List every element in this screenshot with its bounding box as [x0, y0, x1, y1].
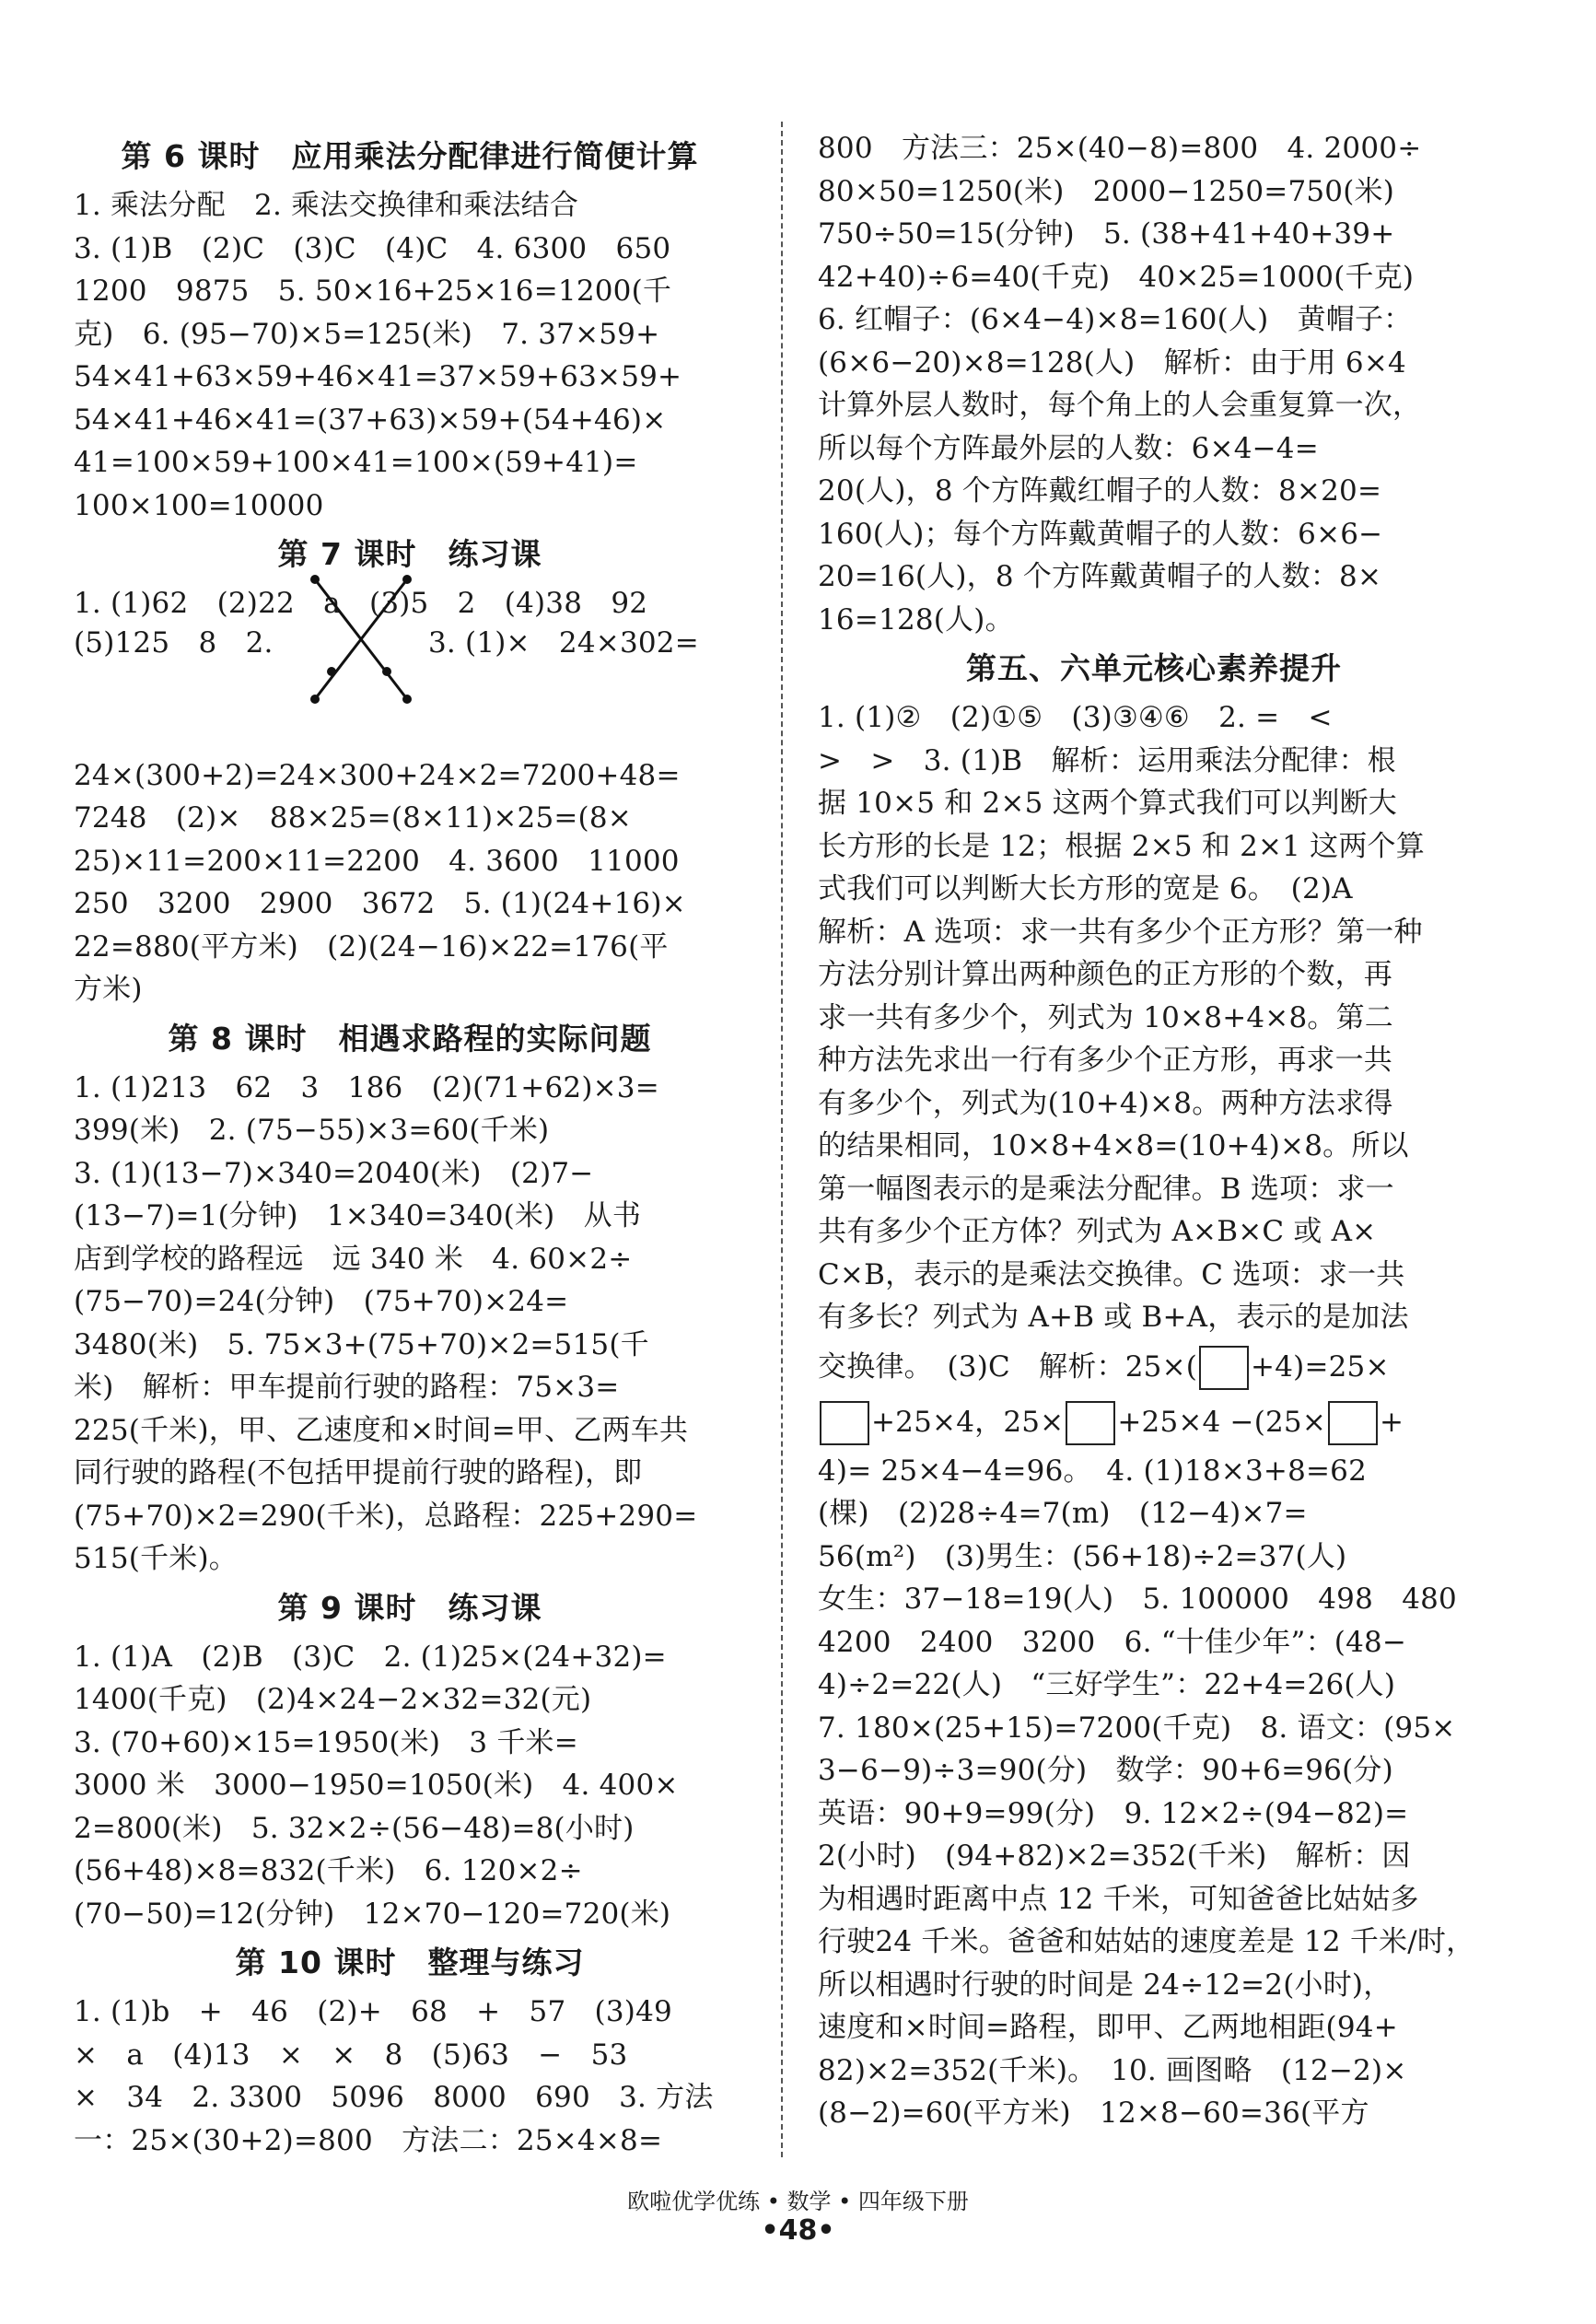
- answer-line: 方米): [74, 973, 143, 1006]
- answer-line: 女生：37−18=19(人) 5. 100000 498 480: [818, 1582, 1457, 1616]
- answer-line: 7. 180×(25+15)=7200(千克) 8. 语文：(95×: [818, 1711, 1456, 1745]
- blank-box: [1199, 1346, 1249, 1390]
- answer-line: 所以相遇时行驶的时间是 24÷12=2(小时)，: [818, 1968, 1392, 2002]
- answer-line: 4)÷2=22(人) “三好学生”：22+4=26(人): [818, 1668, 1396, 1701]
- answer-line: (8−2)=60(平方米) 12×8−60=36(平方: [818, 2096, 1369, 2130]
- answer-line: 3. (1)(13−7)×340=2040(米) (2)7−: [74, 1156, 594, 1190]
- answer-line: 米) 解析：甲车提前行驶的路程：75×3=: [74, 1371, 620, 1404]
- matching-row: [74, 625, 746, 754]
- answer-line: (75+70)×2=290(千米)，总路程：225+290=: [74, 1499, 698, 1533]
- box-line-1-text-a: 交换律。 (3)C 解析：25×(: [818, 1349, 1198, 1384]
- answer-line: 有多长？列式为 A+B 或 B+A，表示的是加法: [818, 1301, 1409, 1334]
- section-title-lesson-8: 第 8 课时 相遇求路程的实际问题: [168, 1020, 652, 1057]
- answer-line: 1. 乘法分配 2. 乘法交换律和乘法结合: [74, 189, 579, 222]
- answer-line: 店到学校的路程远 远 340 米 4. 60×2÷: [74, 1242, 633, 1276]
- answer-line: 1. (1)213 62 3 186 (2)(71+62)×3=: [74, 1070, 659, 1104]
- blank-box-line-2: [818, 1395, 1490, 1450]
- answer-line: 3. (70+60)×15=1950(米) 3 千米=: [74, 1725, 578, 1759]
- answer-line: 4)= 25×4−4=96。 4. (1)18×3+8=62: [818, 1454, 1368, 1488]
- answer-line: 求一共有多少个，列式为 10×8+4×8。第二: [818, 1000, 1393, 1034]
- answer-line: 的结果相同，10×8+4×8=(10+4)×8。所以: [818, 1129, 1409, 1162]
- blank-box: [820, 1401, 869, 1445]
- answer-line: 1200 9875 5. 50×16+25×16=1200(千: [74, 274, 672, 308]
- answer-line: (75−70)=24(分钟) (75+70)×24=: [74, 1285, 569, 1318]
- answer-line: 克) 6. (95−70)×5=125(米) 7. 37×59+: [74, 317, 660, 351]
- answer-line: 6. 红帽子：(6×4−4)×8=160(人) 黄帽子：: [818, 303, 1413, 336]
- answer-line: 2(小时) (94+82)×2=352(千米) 解析：因: [818, 1839, 1411, 1873]
- answer-line: (棵) (2)28÷4=7(m) (12−4)×7=: [818, 1497, 1308, 1530]
- blank-box-line-1: [818, 1339, 1490, 1395]
- section-title-lesson-10: 第 10 课时 整理与练习: [235, 1944, 585, 1980]
- answer-line: 1. (1)A (2)B (3)C 2. (1)25×(24+32)=: [74, 1640, 667, 1674]
- section-title-lesson-9: 第 9 课时 练习课: [277, 1589, 542, 1626]
- answer-line: 24×(300+2)=24×300+24×2=7200+48=: [74, 758, 681, 792]
- answer-line: 计算外层人数时，每个角上的人会重复算一次，: [818, 389, 1422, 422]
- matching-row-right-text: 3. (1)× 24×302=: [428, 625, 699, 660]
- answer-line: (6×6−20)×8=128(人) 解析：由于用 6×4: [818, 345, 1406, 380]
- answer-line: (70−50)=12(分钟) 12×70−120=720(米): [74, 1897, 671, 1931]
- lesson-6-answers: [74, 184, 746, 527]
- answer-line: 80×50=1250(米) 2000−1250=750(米): [818, 174, 1395, 208]
- answer-line: 42+40)÷6=40(千克) 40×25=1000(千克): [818, 260, 1415, 294]
- answer-line: 3. (1)B (2)C (3)C (4)C 4. 6300 650: [74, 231, 671, 265]
- lesson-10-continued: [818, 127, 1490, 641]
- answer-line: (56+48)×8=832(千米) 6. 120×2÷: [74, 1854, 583, 1887]
- answer-line: 所以每个方阵最外层的人数：6×4−4=: [818, 431, 1319, 465]
- answer-line: 250 3200 2900 3672 5. (1)(24+16)×: [74, 887, 686, 920]
- answer-line: 399(米) 2. (75−55)×3=60(千米): [74, 1114, 550, 1147]
- answer-line: 共有多少个正方体？列式为 A×B×C 或 A×: [818, 1215, 1377, 1248]
- answer-line: 160(人)；每个方阵戴黄帽子的人数：6×6−: [818, 517, 1383, 551]
- answer-line: 82)×2=352(千米)。 10. 画图略 (12−2)×: [818, 2053, 1407, 2087]
- lesson-9-answers: [74, 1636, 746, 1936]
- box-line-2-text-a: +25×4，25×: [871, 1405, 1065, 1439]
- box-line-2-text-c: +: [1380, 1405, 1404, 1439]
- answer-line: 3000 米 3000−1950=1050(米) 4. 400×: [74, 1769, 679, 1802]
- answer-line: 54×41+46×41=(37+63)×59+(54+46)×: [74, 403, 667, 437]
- unit-review-answers-continued: [818, 1450, 1490, 2135]
- answer-line: C×B，表示的是乘法交换律。C 选项：求一共: [818, 1257, 1405, 1291]
- section-title-unit-review: 第五、六单元核心素养提升: [966, 650, 1342, 686]
- answer-line: 3−6−9)÷3=90(分) 数学：90+6=96(分): [818, 1754, 1393, 1787]
- answer-line: 54×41+63×59+46×41=37×59+63×59+: [74, 360, 682, 393]
- answer-line: 1. (1)b + 46 (2)+ 68 + 57 (3)49: [74, 1995, 672, 2028]
- answer-line: 种方法先求出一行有多少个正方形，再求一共: [818, 1044, 1392, 1077]
- answer-line: 100×100=10000: [74, 488, 324, 522]
- answer-line: 515(千米)。: [74, 1542, 238, 1575]
- blank-box: [1328, 1401, 1378, 1445]
- answer-line: (13−7)=1(分钟) 1×340=340(米) 从书: [74, 1199, 642, 1232]
- column-divider: [781, 122, 783, 2157]
- section-title-lesson-7: 第 7 课时 练习课: [277, 536, 542, 572]
- section-title-lesson-6: 第 6 课时 应用乘法分配律进行简便计算: [121, 138, 699, 174]
- answer-line: 第一幅图表示的是乘法分配律。B 选项：求一: [818, 1172, 1394, 1206]
- matching-lines-diagram: [304, 570, 424, 708]
- answer-line: 3480(米) 5. 75×3+(75+70)×2=515(千: [74, 1327, 649, 1361]
- answer-line: 同行驶的路程(不包括甲提前行驶的路程)，即: [74, 1456, 643, 1489]
- answer-line: 式我们可以判断大长方形的宽是 6。 (2)A: [818, 872, 1353, 905]
- answer-line: 1. (1)② (2)①⑤ (3)③④⑥ 2. = <: [818, 701, 1333, 734]
- answer-line: 56(m²) (3)男生：(56+18)÷2=37(人): [818, 1539, 1347, 1573]
- answer-line: × 34 2. 3300 5096 8000 690 3. 方法: [74, 2081, 714, 2114]
- answer-line: > > 3. (1)B 解析：运用乘法分配律：根: [818, 743, 1396, 777]
- answer-line: 长方形的长是 12；根据 2×5 和 2×1 这两个算: [818, 829, 1425, 863]
- answer-line: 一：25×(30+2)=800 方法二：25×4×8=: [74, 2123, 663, 2157]
- answer-line: 750÷50=15(分钟) 5. (38+41+40+39+: [818, 217, 1395, 251]
- answer-line: 为相遇时距离中点 12 千米，可知爸爸比姑姑多: [818, 1882, 1419, 1916]
- answer-line: 1400(千克) (2)4×24−2×32=32(元): [74, 1683, 592, 1716]
- matching-row-left-text: (5)125 8 2.: [74, 625, 274, 660]
- answer-line: 1. (1)62 (2)22 a (3)5 2 (4)38 92: [74, 587, 648, 620]
- answer-line: 4200 2400 3200 6. “十佳少年”：(48−: [818, 1625, 1407, 1659]
- answer-line: 7248 (2)× 88×25=(8×11)×25=(8×: [74, 801, 632, 835]
- answer-line: 225(千米)，甲、乙速度和×时间=甲、乙两车共: [74, 1413, 689, 1447]
- left-column: [74, 129, 746, 2162]
- answer-line: 2=800(米) 5. 32×2÷(56−48)=8(小时): [74, 1811, 635, 1845]
- book-footer: 欧啦优学优练 • 数学 • 四年级下册: [627, 2189, 969, 2214]
- right-column: [818, 127, 1490, 2135]
- answer-line: 速度和×时间=路程，即甲、乙两地相距(94+: [818, 2011, 1398, 2044]
- answer-line: 16=128(人)。: [818, 602, 1014, 636]
- answer-line: 有多少个，列式为(10+4)×8。两种方法求得: [818, 1086, 1393, 1120]
- answer-line: 英语：90+9=99(分) 9. 12×2÷(94−82)=: [818, 1796, 1409, 1830]
- answer-line: × a (4)13 × × 8 (5)63 − 53: [74, 2038, 628, 2072]
- answer-line: 20=16(人)，8 个方阵戴黄帽子的人数：8×: [818, 560, 1382, 593]
- unit-review-answers: [818, 696, 1490, 1339]
- answer-line: 22=880(平方米) (2)(24−16)×22=176(平: [74, 929, 669, 963]
- lesson-8-answers: [74, 1067, 746, 1581]
- answer-line: 方法分别计算出两种颜色的正方形的个数，再: [818, 958, 1392, 991]
- answer-line: 解析：A 选项：求一共有多少个正方形？第一种: [818, 915, 1423, 949]
- box-line-1-text-b: +4)=25×: [1251, 1349, 1390, 1384]
- lesson-10-answers: [74, 1991, 746, 2162]
- lesson-7-answers-c: [74, 754, 746, 1011]
- answer-line: 行驶24 千米。爸爸和姑姑的速度差是 12 千米/时，: [818, 1925, 1475, 1958]
- blank-box: [1066, 1401, 1115, 1445]
- box-line-2-text-b: +25×4 −(25×: [1117, 1405, 1327, 1439]
- answer-line: 25)×11=200×11=2200 4. 3600 11000: [74, 844, 680, 878]
- answer-line: 800 方法三：25×(40−8)=800 4. 2000÷: [818, 132, 1422, 165]
- answer-line: 20(人)，8 个方阵戴红帽子的人数：8×20=: [818, 474, 1382, 508]
- answer-line: 41=100×59+100×41=100×(59+41)=: [74, 446, 638, 479]
- page-number: •48•: [761, 2214, 835, 2247]
- answer-line: 据 10×5 和 2×5 这两个算式我们可以判断大: [818, 787, 1397, 820]
